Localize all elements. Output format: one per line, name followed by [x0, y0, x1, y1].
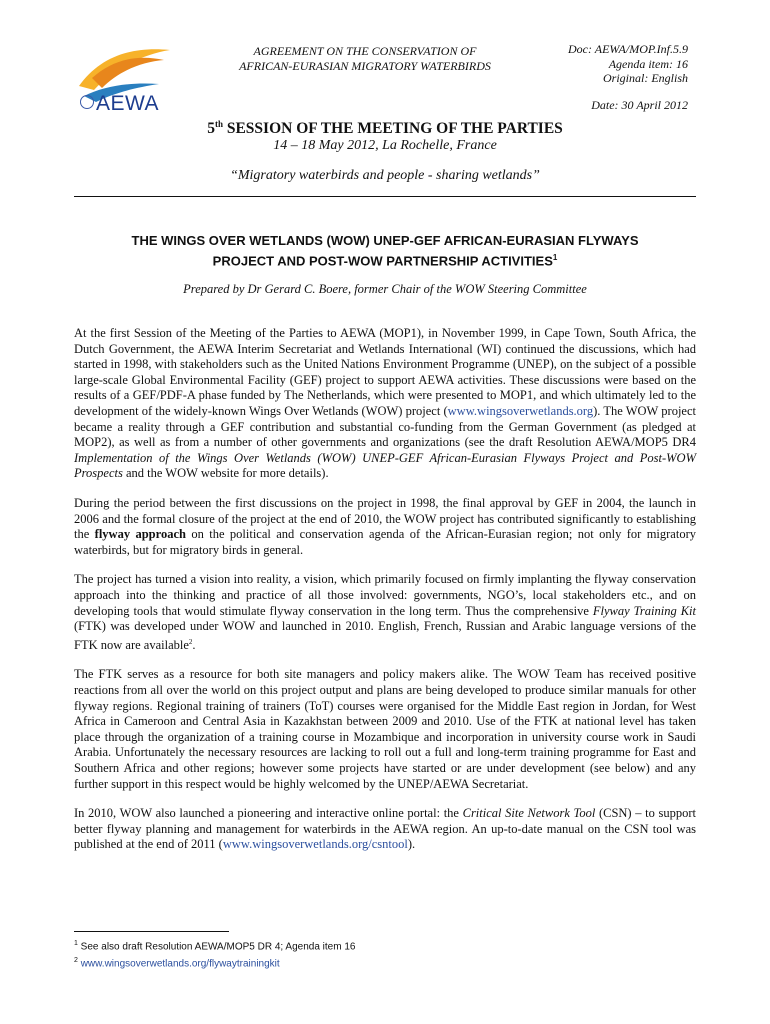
wow-website-link[interactable]: www.wingsoverwetlands.org [447, 403, 594, 418]
p1-text-a: At the first Session of the Meeting of the Parties to AEWA (MOP1), in November 1999, in Cape Town, South Africa, the Dutch Government, the AEWA Interim Secretariat and Wetlands International (WI) continued the discussions, which had started in 1998, with stakeholders such as the United Nations Environment Programme (UNEP), on the subject of a possible large-scale Global Environmental Facility (GEF) project to support AEWA activities. These discussions were based on the results of a GEF/PDF-A phase funded by The Netherlands, which were presented to MOP1, and which ultimately led to the development of the widely-known Wings Over Wetlands (WOW) project ( [74, 326, 696, 418]
p3-footnote-ref: 2 [188, 637, 193, 646]
p5-text-a: In 2010, WOW also launched a pioneering and interactive online portal: the [74, 806, 463, 821]
title-footnote-ref: 1 [552, 253, 558, 262]
paragraph-5 [74, 806, 696, 853]
paragraph-4: The FTK serves as a resource for both site managers and policy makers alike. The WOW Team has received positive reactions from all over the world on this project output and plans are being developed to produce similar manuals for other flyway regions. Regional training of trainers (ToT) courses were organised for the Middle East region in Jordan, for West Africa in Cameroon and Central Asia in Kazakhstan between 2009 and 2010. Use of the FTK at national level has taken place through the organization of a training course in Mozambique and incorporation in university course work in Saudi Arabia. Unfortunately the necessary resources are lacking to roll out a full and long-term training programme for East and Southern Africa and other regions; however some projects have started or are under development (see below) and any further support in this respect would be highly welcomed by the UNEP/AEWA Secretariat. [74, 667, 696, 791]
p3-text-a: The project has turned a vision into reality, a vision, which primarily focused on firmly implanting the flyway conservation approach into the thinking and practice of all those involved: governments, NGO’s, local stakeholders etc., and on developing tools that would stimulate flyway conservation in the long term. Thus the comprehensive [74, 572, 696, 618]
session-dates: 14 – 18 May 2012, La Rochelle, France [273, 138, 497, 153]
p1-resolution-title: Implementation of the Wings Over Wetlands (WOW) UNEP-GEF African-Eurasian Flyways Project and Post-WOW Prospects [74, 450, 696, 481]
p2-text-a: During the period between the first discussions on the project in 1998, the final approval by GEF in 2004, the launch in 2006 and the formal closure of the project at the end of 2010, the WOW project has contributed significantly to establishing the [74, 495, 696, 542]
p1-text-b: ). The WOW project became a reality through a GEF contribution and substantial co-funding from the German Government (as pledged at MOP2), as well as from a number of other governments and organizations (see the draft Resolution AEWA/MOP5 DR4 [74, 403, 696, 450]
agreement-line-2: AFRICAN-EURASIAN MIGRATORY WATERBIRDS [239, 59, 491, 73]
session-title [0, 119, 770, 138]
original-language: Original: English [602, 71, 688, 85]
paragraph-2 [74, 496, 696, 558]
p5-csn-title: Critical Site Network Tool [462, 806, 596, 821]
p1-text-c: and the WOW website for more details). [122, 466, 329, 481]
agreement-line-1: AGREEMENT ON THE CONSERVATION OF [253, 44, 477, 58]
flyway-training-kit-link[interactable]: www.wingsoverwetlands.org/flywaytrainingkit [80, 958, 280, 970]
footnotes [74, 937, 355, 972]
footnote-1 [74, 937, 355, 954]
title-line-2 [74, 249, 696, 269]
logo-text: AEWA [96, 92, 160, 115]
session-number: 5 [207, 120, 215, 138]
doc-ref: Doc: AEWA/MOP.Inf.5.9 [567, 42, 688, 56]
p2-bold-term: flyway approach [94, 527, 186, 542]
p3-text-c: . [192, 637, 196, 652]
footnote-2-number: 2 [74, 957, 78, 965]
paragraph-1 [74, 326, 696, 482]
csn-tool-link[interactable]: www.wingsoverwetlands.org/csntool [222, 837, 408, 852]
title-line-1: THE WINGS OVER WETLANDS (WOW) UNEP-GEF AFRICAN-EURASIAN FLYWAYS [131, 233, 639, 248]
p3-text-b: (FTK) was developed under WOW and launched in 2010. English, French, Russian and Arabic language versions of the FTK now are available [74, 619, 696, 652]
footnote-divider [74, 931, 229, 932]
body-text [74, 326, 696, 867]
agenda-item: Agenda item: 16 [608, 56, 688, 71]
header-divider [74, 196, 696, 197]
document-title [74, 232, 696, 269]
p3-ftk-title: Flyway Training Kit [592, 603, 696, 618]
agreement-title [200, 44, 530, 74]
document-reference [568, 42, 688, 86]
footnote-1-number: 1 [74, 940, 78, 947]
prepared-by: Prepared by Dr Gerard C. Boere, former Chair of the WOW Steering Committee [183, 282, 587, 296]
document-date: Date: 30 April 2012 [591, 98, 688, 112]
paragraph-3 [74, 572, 696, 653]
session-ordinal: th [214, 119, 223, 129]
p5-text-b: (CSN) – to support better flyway planning and management for waterbirds in the AEWA region. An up-to-date manual on the CSN tool was published at the end of 2011 ( [74, 806, 696, 852]
p2-text-b: on the political and conservation agenda of the African-Eurasian region; not only for migratory waterbirds, but for migratory birds in general. [74, 527, 696, 557]
session-title-text: SESSION OF THE MEETING OF THE PARTIES [226, 120, 563, 138]
footnote-2 [74, 954, 355, 971]
session-theme: “Migratory waterbirds and people - sharing wetlands” [230, 168, 540, 183]
un-emblem-icon [80, 95, 94, 109]
p5-text-c: ). [407, 837, 416, 852]
title-line-2-text: PROJECT AND POST-WOW PARTNERSHIP ACTIVITIES [212, 253, 553, 269]
footnote-1-text: See also draft Resolution AEWA/MOP5 DR 4; Agenda item 16 [77, 941, 356, 953]
